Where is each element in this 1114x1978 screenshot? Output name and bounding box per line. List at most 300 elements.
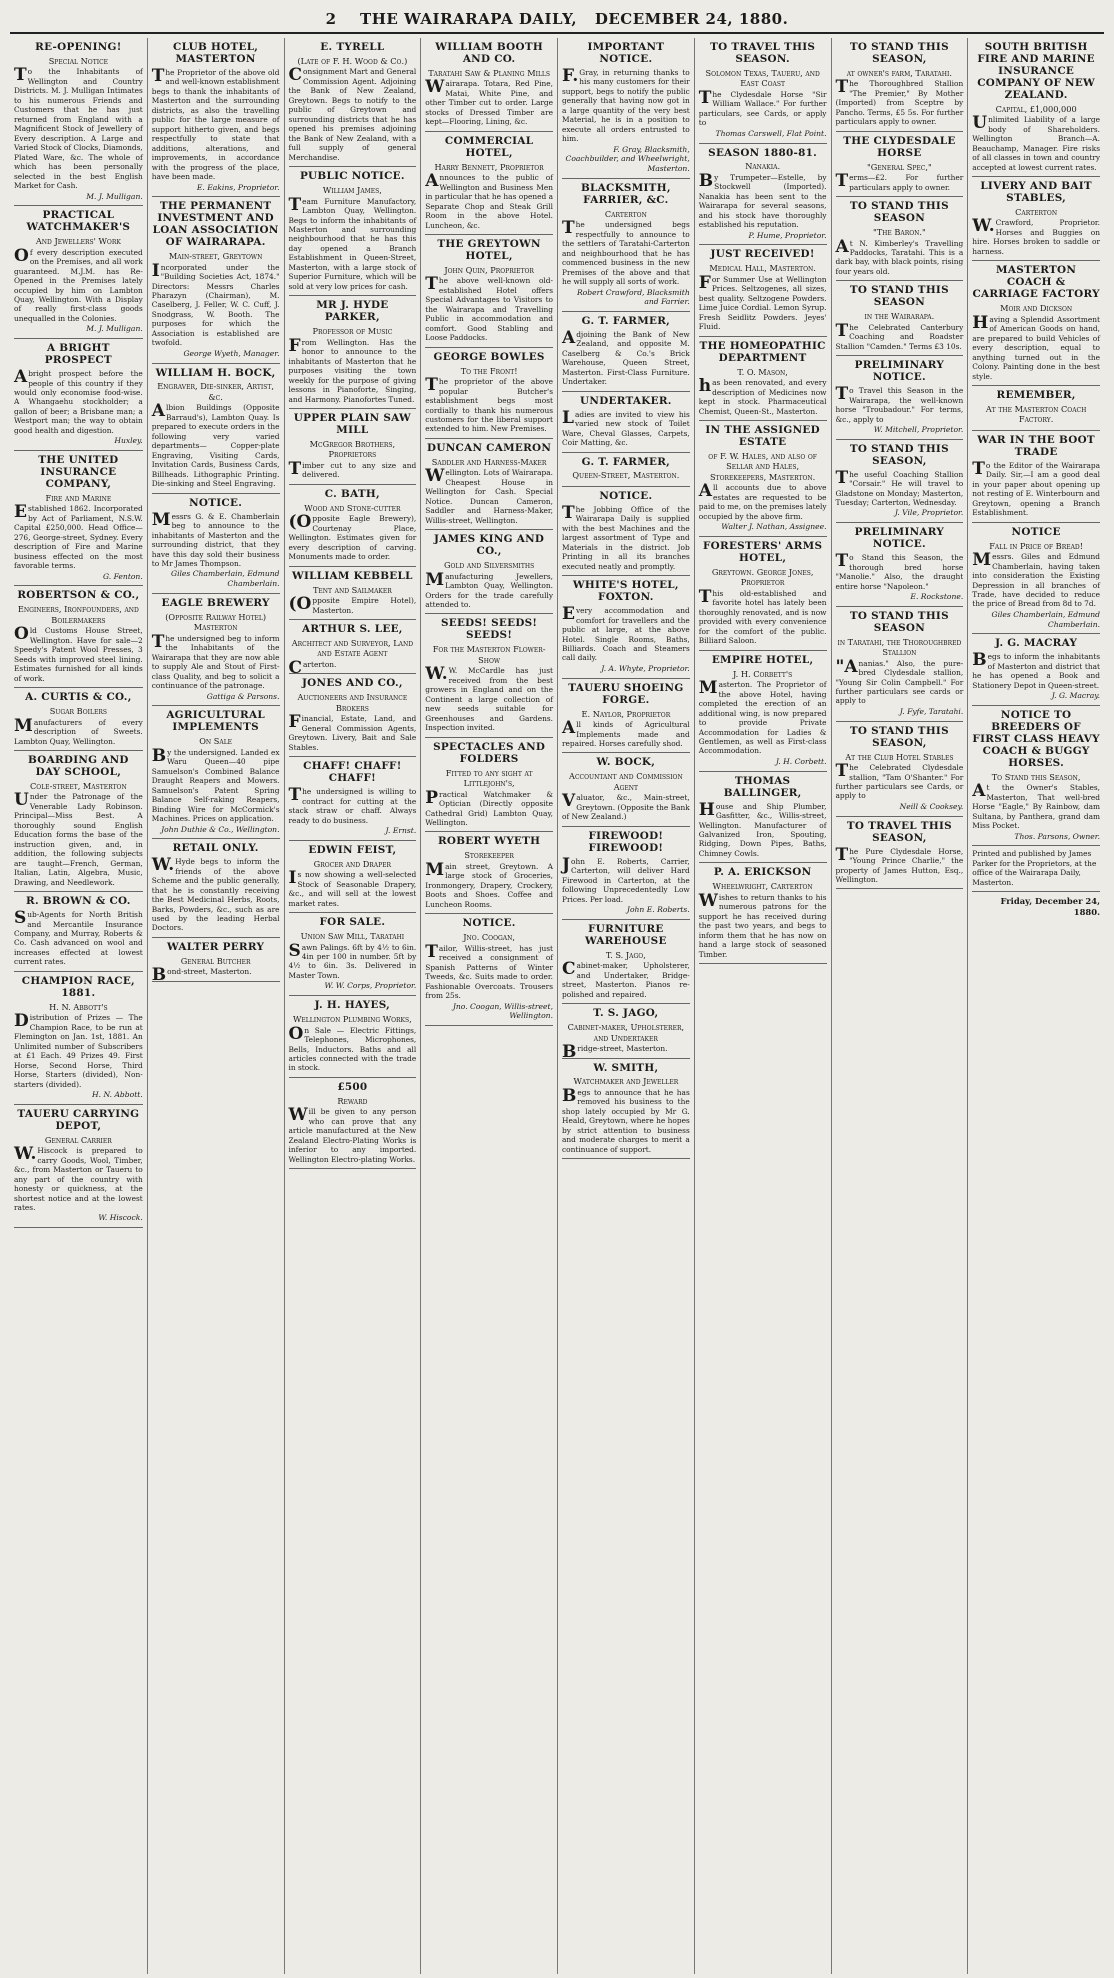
ad-heading: JUST RECEIVED!	[710, 248, 815, 261]
ad-body: Practical Watchmaker & Optician (Directly opposite Cathedral Grid) Lambton Quay, Wellington.	[425, 787, 553, 827]
advertisement	[836, 197, 964, 281]
ad-body: This old-established and favorite hotel has lately been thoroughly renovated, and is now provided with every convenience for the comfort of the public. Billiard Saloon.	[698, 586, 827, 646]
ad-heading: R. BROWN & CO.	[26, 895, 131, 908]
ad-body: Albion Buildings (Opposite Barraud's), Lambton Quay. Is prepared to execute orders in the following very varied departments— Copper-plate Engraving, Visiting Cards, Invitation Cards, Business Cards, Billheads. Lithographic Printing. Die-sinking and Steel Engraving.	[151, 401, 280, 489]
ad-signature: H. N. Abbott.	[92, 1090, 143, 1100]
ad-subheading: of F. W. Hales, and also of Sellar and Hales, Storekeepers, Masterton.	[708, 450, 817, 482]
advertisement	[14, 972, 143, 1105]
ad-signature: G. Fenton.	[102, 571, 143, 581]
ad-body: Messrs. Giles and Edmund Chamberlain, having taken into consideration the Existing Depression in all branches of Trade, have decided to reduce the price of Bread from 8d to 7d.	[972, 550, 1100, 609]
ad-heading: TO STAND THIS SEASON	[849, 609, 949, 634]
ad-heading: NOTICE.	[599, 489, 653, 502]
advertisement	[836, 281, 964, 356]
advertisement	[562, 38, 690, 179]
ad-body: Ladies are invited to view his varied new stock of Toilet Ware, Cheval Glasses, Carpets, Coir Matting, &c.	[562, 407, 690, 448]
ad-subheading: Harry Bennett, Proprietor	[434, 161, 544, 172]
advertisement	[699, 38, 827, 144]
advertisement	[14, 38, 143, 206]
ad-heading: WAR IN THE BOOT TRADE	[977, 433, 1095, 458]
ad-heading: J. H. HAYES,	[314, 999, 391, 1012]
column-7	[831, 38, 968, 1974]
ad-heading: RETAIL ONLY.	[172, 842, 259, 855]
advertisement	[14, 751, 143, 892]
ad-heading: W. SMITH,	[593, 1061, 659, 1074]
advertisement	[14, 451, 143, 586]
ad-body: The above well-known old-established Hotel offers Special Advantages to Visitors to the Wairarapa and Travelling Public in accommodation and comfort. Good Stabling and Loose Paddocks.	[425, 274, 553, 343]
ad-heading: UNDERTAKER.	[580, 394, 672, 407]
ad-heading: NOTICE	[1011, 525, 1061, 538]
ad-body: Wellington. Lots of Wairarapa. Cheapest House in Wellington for Cash. Special Notice. Duncan Cameron, Saddler and Harness-Maker, Willis-street, Wellington.	[425, 466, 553, 525]
ad-subheading: For the Masterton Flower-Show	[432, 644, 546, 665]
ad-heading: THOMAS BALLINGER,	[723, 774, 802, 799]
ad-signature: George Wyeth, Manager.	[183, 348, 280, 358]
ad-subheading: Queen-Street, Masterton.	[572, 470, 680, 481]
ad-body: Incorporated under the "Building Societies Act, 1874." Directors: Messrs Charles Pharazyn (Chairman), M. Caselberg, J. Feller, W. C. Cuff, J. Snodgrass, W. Booth. The purposes for which the Association is established are twofold.	[151, 260, 280, 348]
ad-heading: C. BATH,	[324, 487, 380, 500]
ad-heading: TAUERU SHOEING FORGE.	[568, 681, 684, 706]
ad-body: The useful Coaching Stallion "Corsair." He will travel to Gladstone on Monday; Masterton, Tuesday; Carterton, Wednesday.	[835, 467, 964, 507]
ad-heading: SPECTACLES AND FOLDERS	[433, 740, 546, 765]
ad-body: The undersigned begs respectfully to announce to the settlers of Taratahi-Carterton and neighbourhood that he has commenced business in the new Premises of the above and that he will supply all sorts of work.	[562, 218, 690, 287]
ad-heading: THE CLYDESDALE HORSE	[843, 134, 956, 159]
ad-heading: MR J. HYDE PARKER,	[316, 299, 389, 324]
ad-body: Begs to announce that he has removed his business to the shop lately occupied by Mr G. Heald, Greytown, where he hopes by strict attention to business and moderate charges to merit a continuance of support.	[562, 1085, 690, 1154]
ad-subheading: Jno. Coogan,	[463, 932, 515, 943]
advertisement	[151, 938, 280, 986]
ad-body: All accounts due to above estates are requested to be paid to me, on the premises lately occupied by the above firm.	[698, 481, 827, 521]
ad-body: has been renovated, and every description of Medicines now kept in stock. Pharmaceutical Chemist, Queen-St., Masterton.	[698, 376, 827, 416]
ad-heading: WILLIAM BOOTH AND CO.	[435, 41, 543, 65]
ad-body: At the Owner's Stables, Masterton, That well-bred Horse "Eagle," By Rainbow, dam Sultana, by Panthera, grand dam Miss Pocket.	[972, 781, 1100, 831]
ad-body: From Wellington. Has the honor to announce to the inhabitants of Masterton that he purposes visiting the town weekly for the purpose of giving lessons in Pianoforte, Singing, and Harmony. Pianofortes Tuned.	[288, 335, 417, 404]
advertisement	[152, 839, 280, 938]
ad-subheading: Wheelwright, Carterton	[712, 881, 813, 892]
ad-subheading: William James,	[322, 185, 382, 196]
advertisement	[972, 386, 1100, 431]
ad-heading: IMPORTANT NOTICE.	[587, 41, 665, 65]
ad-body: The Thoroughbred Stallion "The Premier," By Mother (Imported) from Sceptre by Pancho. Terms, £5 5s. For further particulars apply to owner.	[835, 77, 964, 127]
ad-body: All kinds of Agricultural Implements made and repaired. Horses carefully shod.	[562, 718, 690, 748]
ad-signature: W. W. Corps, Proprietor.	[324, 981, 417, 991]
ad-body: Every accommodation and comfort for travellers and the public at large, at the above Hotel. Single Rooms, Baths, Billiards. Coach and Steamers call daily.	[562, 604, 690, 663]
ad-heading: TO STAND THIS SEASON,	[849, 724, 949, 749]
ad-subheading: H. N. Abbott's	[49, 1001, 108, 1012]
ad-heading: JONES AND CO.,	[301, 677, 403, 690]
advertisement	[289, 38, 417, 167]
advertisement	[14, 1105, 143, 1228]
advertisement	[562, 392, 690, 453]
ad-subheading: Wellington Plumbing Works,	[292, 1014, 412, 1025]
ad-heading: TO STAND THIS SEASON	[849, 200, 949, 225]
ad-body: Bond-street, Masterton.	[151, 965, 252, 986]
ad-subheading: Cabinet-maker, Upholsterer, and Undertaker	[567, 1022, 685, 1043]
ad-subheading: Tent and Sailmaker	[312, 584, 392, 595]
advertisement	[562, 179, 690, 312]
ad-heading: NOTICE.	[189, 496, 243, 509]
advertisement	[562, 827, 690, 920]
ad-heading: P. A. ERICKSON	[713, 866, 812, 879]
advertisement	[562, 453, 690, 487]
advertisement	[836, 132, 964, 197]
ad-heading: CLUB HOTEL, MASTERTON	[173, 41, 259, 65]
advertisement	[425, 132, 553, 235]
ad-signature: J. Ernst.	[385, 826, 417, 836]
ad-heading: FIREWOOD! FIREWOOD!	[588, 829, 664, 854]
advertisement	[289, 567, 417, 620]
ad-body: Unlimited Liability of a large body of Shareholders. Wellington Branch—A. Beauchamp, Manager. Fire risks of all classes in town and country accepted at lowest current rates.	[972, 113, 1100, 172]
ad-body: Sub-Agents for North British and Mercantile Insurance Company, and Murray, Roberts & Co. Cash advanced on wool and increases effected at lowest current rates.	[14, 908, 143, 967]
ad-signature: Jno. Coogan, Willis-street, Wellington.	[452, 1001, 553, 1021]
ad-signature: Robert Crawford, Blacksmith and Farrier.	[576, 287, 690, 307]
ad-subheading: "General Spec,"	[867, 161, 932, 172]
ad-heading: THE PERMANENT INVESTMENT AND LOAN ASSOCIATION OF WAIRARAPA.	[152, 200, 279, 249]
advertisement	[972, 261, 1100, 386]
ad-subheading: Capital, £1,000,000	[995, 103, 1077, 114]
ad-body: Adjoining the Bank of New Zealand, and opposite M. Caselberg & Co.'s Brick Warehouse, Queen Street, Masterton. First-Class Furniture. Undertaker.	[562, 327, 690, 387]
ad-heading: THE GREYTOWN HOTEL,	[437, 237, 541, 262]
ad-subheading: And Jewellers' Work	[35, 236, 121, 247]
ad-body: Sawn Palings. 6ft by 4½ to 6in. 4in per 100 in number. 5ft by 4½ to 6in. 3s. Delivered in Master Town.	[288, 940, 417, 980]
ad-subheading: T. O. Mason,	[737, 366, 788, 377]
advertisement	[152, 197, 280, 363]
advertisement	[562, 679, 690, 754]
advertisement	[425, 738, 553, 833]
ad-body: W.Crawford, Proprietor. Horses and Buggies on hire. Horses broken to saddle or harness.	[972, 216, 1100, 256]
ad-subheading: To the Front!	[460, 365, 518, 376]
ad-heading: AGRICULTURAL IMPLEMENTS	[166, 709, 265, 734]
ad-body: The Clydesdale Horse "Sir William Wallace." For further particulars, see Cards, or apply to	[698, 87, 827, 128]
advertisement	[562, 576, 690, 678]
ad-heading: WILLIAM H. BOCK,	[155, 366, 276, 379]
ad-signature: John Duthie & Co., Wellington.	[161, 824, 280, 834]
ad-subheading: At the Club Hotel Stables	[845, 751, 954, 762]
ad-body: Financial, Estate, Land, and General Commission Agents, Greytown. Livery, Bait and Sale Stables.	[288, 712, 417, 752]
ad-subheading: E. Naylor, Proprietor	[581, 708, 671, 719]
ad-subheading: Fire and Marine	[45, 492, 112, 503]
advertisement	[972, 706, 1100, 846]
ad-heading: PRELIMINARY NOTICE.	[854, 359, 945, 384]
ad-body: Cabinet-maker, Upholsterer, and Undertaker, Bridge-street, Masterton. Pianos re-polished and repaired.	[562, 959, 690, 999]
advertisement	[562, 312, 690, 392]
footer-dateline: Friday, December 24, 1880.	[1000, 896, 1100, 917]
column-6	[694, 38, 831, 1974]
advertisement	[289, 757, 417, 841]
advertisement	[699, 863, 827, 964]
advertisement	[14, 892, 143, 972]
ad-subheading: Medical Hall, Masterton.	[709, 263, 816, 274]
masthead	[10, 6, 1104, 34]
ad-subheading: Main-street, Greytown	[168, 251, 263, 262]
ad-subheading: in Taratahi, the Thoroughbred Stallion	[837, 636, 962, 658]
ad-heading: T. S. JAGO,	[593, 1007, 659, 1020]
ad-heading: NOTICE TO BREEDERS OF FIRST CLASS HEAVY COACH & BUGGY HORSES.	[972, 708, 1100, 769]
ad-signature: W. Hiscock.	[98, 1213, 143, 1223]
advertisement	[699, 245, 827, 336]
advertisement	[289, 409, 417, 485]
ad-subheading: Solomon Texas, Taueru, and East Coast	[705, 67, 820, 89]
ad-body: (Opposite Empire Hotel), Masterton.	[288, 594, 417, 615]
ad-subheading: To Stand this Season,	[991, 771, 1081, 782]
ad-signature: E. Rockstone.	[910, 591, 964, 601]
ad-heading: CHAMPION RACE, 1881.	[21, 974, 135, 999]
ad-subheading: Fall in Price of Bread!	[989, 540, 1084, 551]
ad-body: Wairarapa. Totara, Red Pine, Matai, White Pine, and other Timber cut to order. Large stocks of Dressed Timber are kept—Flooring, Lining, &c.	[425, 77, 553, 127]
ad-signature: W. Mitchell, Proprietor.	[873, 424, 964, 434]
ad-subheading: Architect and Surveyor, Land and Estate Agent	[291, 637, 414, 659]
advertisement	[289, 841, 417, 913]
advertisement	[14, 688, 143, 751]
advertisement	[425, 235, 553, 348]
ad-heading: COMMERCIAL HOTEL,	[444, 134, 534, 159]
ad-heading: SEASON 1880-81.	[708, 146, 818, 159]
ad-body: John E. Roberts, Carrier, Carterton, will deliver Hard Firewood in Carterton, at the following Unprecedentedly Low Prices. Per load.	[562, 854, 690, 904]
advertisement	[699, 337, 827, 421]
advertisement	[836, 440, 964, 524]
ad-heading: PRELIMINARY NOTICE.	[854, 526, 945, 551]
ad-heading: LIVERY AND BAIT STABLES,	[980, 180, 1092, 205]
ad-body: Messrs G. & E. Chamberlain beg to announce to the inhabitants of Masterton and the surrounding district, that they have this day sold their business to Mr James Thompson.	[151, 509, 280, 568]
advertisement	[562, 920, 690, 1004]
ad-heading: EDWIN FEIST,	[308, 843, 397, 856]
ad-heading: FORESTERS' ARMS HOTEL,	[702, 540, 823, 564]
ad-heading: TO STAND THIS SEASON,	[849, 442, 949, 467]
ad-subheading: Engraver, Die-sinker, Artist, &c.	[157, 381, 275, 402]
ad-subheading: General Carrier	[44, 1134, 112, 1145]
ad-subheading: McGregor Brothers, Proprietors	[309, 438, 396, 460]
advertisement	[972, 177, 1100, 261]
ad-body: For Summer Use at Wellington Prices. Seltzogenes, all sizes, best quality. Seltzogene Powders. Lime Juice Cordial. Lemon Syrup. Fresh Seidlitz Powders. Jeyes' Fluid.	[698, 272, 827, 332]
ad-subheading: in the Wairarapa.	[864, 311, 935, 322]
ad-heading: FURNITURE WAREHOUSE	[585, 922, 667, 947]
ad-signature: M. J. Mulligan.	[86, 191, 143, 201]
ad-heading: TAUERU CARRYING DEPOT,	[17, 1107, 140, 1132]
ad-signature: J. Vile, Proprietor.	[894, 508, 964, 518]
ad-body: Of every description executed on the Premises, and all work guaranteed. M.J.M. has Re-Opened in the Premises lately occupied by him on Lambton Quay, Wellington. With a Display of really first-class goods unequalled in the Colonies.	[14, 245, 143, 323]
ad-body: W.Hyde begs to inform the friends of the above Scheme and the public generally, that he is constantly receiving the Best Medicinal Herbs, Roots, Barks, Powders, &c., such as are used by the leading Herbal Doctors.	[151, 855, 280, 933]
ad-heading: A BRIGHT PROSPECT	[44, 342, 112, 367]
ad-body: Valuator, &c., Main-street, Greytown. (Opposite the Bank of New Zealand.)	[562, 791, 690, 822]
ad-subheading: Engineers, Ironfounders, and Boilermakers	[17, 604, 139, 625]
ad-body: Begs to inform the inhabitants of Masterton and district that he has opened a Book and Stationery Depot in Queen-street.	[972, 650, 1100, 690]
advertisement	[288, 620, 417, 678]
ad-subheading: Moir and Dickson	[1000, 303, 1073, 314]
ad-body: Team Furniture Manufactory, Lambton Quay, Wellington. Begs to inform the inhabitants of Masterton and surrounding neighbourhood that he has this day opened a Branch Establishment in Queen-Street, Masterton, with a large stock of Superior Furniture, which will be sold at very low prices for cash.	[288, 194, 417, 291]
ad-body: At N. Kimberley's Travelling Paddocks, Taratahi. This is a dark bay, with black points, rising four years old.	[835, 236, 964, 276]
advertisement	[699, 144, 827, 246]
issue-date: DECEMBER 24, 1880.	[594, 10, 789, 28]
ad-subheading: J. H. Corbett's	[733, 668, 793, 679]
ad-signature: Walter J. Nathan, Assignee.	[721, 522, 827, 532]
ad-signature: Neill & Cooksey.	[899, 801, 964, 811]
ad-subheading: Accountant and Commission Agent	[569, 771, 683, 792]
newspaper-title: THE WAIRARAPA DAILY,	[360, 10, 578, 28]
ad-heading: UPPER PLAIN SAW MILL	[293, 411, 411, 436]
ad-subheading: Auctioneers and Insurance Brokers	[297, 692, 408, 713]
ad-body: To the Editor of the Wairarapa Daily. Sir,—I am a good deal in your paper about opening up not resting of E. Winterbourn and Greytown, opening a Branch Establishment.	[972, 458, 1100, 518]
ad-heading: IN THE ASSIGNED ESTATE	[705, 424, 820, 448]
ad-body: The proprietor of the above popular Butcher's establishment begs most cordially to thank his numerous customers for the liberal support extended to him. New Premises.	[425, 375, 553, 434]
advertisement	[425, 530, 553, 614]
ad-subheading: Fitted to any sight at Littlejohn's,	[445, 767, 533, 789]
advertisement	[836, 817, 964, 890]
ad-heading: EMPIRE HOTEL,	[711, 653, 814, 666]
ad-subheading: Cole-street, Masterton	[30, 780, 127, 791]
ad-heading: TO TRAVEL THIS SEASON,	[846, 819, 952, 844]
advertisement	[289, 167, 417, 296]
ad-subheading: John Quin, Proprietor	[444, 264, 534, 275]
ad-subheading: Nanakia.	[745, 161, 781, 172]
column-8	[967, 38, 1104, 1974]
ad-body: The Proprietor of the above old and well-known establishment begs to thank the inhabitants of Masterton and the surrounding districts, as also the travelling public for the large measure of support hitherto given, and begs respectfully to state that additions, alterations, and improvements, in accordance with the progress of the place, have been made.	[151, 65, 280, 182]
advertisement	[425, 348, 553, 439]
ad-subheading: Reward	[337, 1095, 368, 1106]
ad-body: To the Inhabitants of Wellington and Country Districts. M. J. Mulligan Intimates to his numerous Friends and Customers that he has just returned from England with a Magnificent Stock of Jewellery of Every description. A Large and Varied Stock of Clocks, Diamonds, Plated Ware, &c. The whole of which has been personally selected in the best English Market for Cash.	[14, 65, 143, 191]
ad-signature: Giles Chamberlain, Edmund Chamberlain.	[171, 569, 280, 589]
ad-heading: ROBERTSON & CO.,	[17, 589, 140, 602]
column-2	[147, 38, 284, 1974]
ad-subheading: Greytown. George Jones, Proprietor	[711, 566, 814, 588]
ad-heading: PRACTICAL WATCHMAKER'S	[26, 209, 131, 234]
ad-body: To Travel this Season in the Wairarapa, the well-known horse "Troubadour." For terms, &c., apply to	[835, 384, 964, 424]
advertisement	[14, 586, 143, 688]
ad-body: W.W. McCardle has just received from the best growers in England and on the Continent a large collection of new seeds suitable for Greenhouses and Gardens. Inspection invited.	[425, 664, 553, 733]
ad-body: Bridge-street, Masterton.	[562, 1042, 668, 1063]
advertisement	[14, 339, 143, 451]
ad-signature: P. Hume, Proprietor.	[748, 230, 827, 240]
ad-signature: J. A. Whyte, Proprietor.	[601, 663, 690, 673]
ad-heading: EAGLE BREWERY	[161, 596, 270, 609]
ad-heading: £500	[337, 1080, 368, 1093]
ad-signature: Thomas Carswell, Flat Point.	[715, 128, 827, 138]
ad-signature: J. H. Corbett.	[775, 756, 827, 766]
advertisement	[425, 38, 553, 132]
advertisement	[152, 38, 280, 197]
ad-heading: WHITE'S HOTEL, FOXTON.	[572, 579, 679, 604]
ad-body: The Jobbing Office of the Wairarapa Daily is supplied with the best Machines and the largest assortment of Type and Materials in the district. Job Printing in all its branches executed neatly and promptly.	[562, 502, 690, 571]
ad-heading: NOTICE.	[462, 917, 516, 930]
ad-body: Distribution of Prizes — The Champion Race, to be run at Flemington on Jan. 1st, 1881. An Unlimited number of Subscribers at £1 Each. 49 Prizes 49. First Horse, Second Horse, Third Horse, Starters (divided), Non-starters (divided).	[14, 1011, 143, 1089]
advertisement	[562, 1004, 690, 1063]
ad-heading: THE HOMEOPATHIC DEPARTMENT	[699, 339, 826, 364]
ad-subheading: T. S. Jago,	[605, 949, 646, 960]
ad-heading: TO TRAVEL THIS SEASON.	[710, 41, 816, 65]
advertisement	[562, 487, 690, 576]
ad-signature: M. J. Mulligan.	[86, 324, 143, 334]
ad-body: The Celebrated Canterbury Coaching and Roadster Stallion "Camden." Terms £3 10s.	[835, 320, 964, 351]
ad-signature: Giles Chamberlain, Edmund Chamberlain.	[991, 609, 1100, 629]
ad-subheading: Professor of Music	[312, 326, 393, 337]
ad-signature: J. G. Macray.	[1051, 691, 1100, 701]
ad-subheading: Carterton	[1015, 206, 1058, 217]
ad-body: The undersigned beg to inform the Inhabitants of the Wairarapa that they are now able to supply Ale and Stout of First-class Quality, and beg to solicit a continuance of the patronage.	[151, 631, 280, 691]
column-4	[420, 38, 557, 1974]
ad-subheading: Taratahi Saw & Planing Mills	[428, 67, 551, 78]
column-1	[10, 38, 147, 1974]
ad-body: F.Gray, in returning thanks to his many customers for their support, begs to notify the public generally that having now got in a large quantity of the very best Material, he is in a position to execute all orders entrusted to him.	[562, 65, 690, 144]
ad-heading: E. TYRELL	[320, 41, 385, 53]
ad-heading: RE-OPENING!	[35, 41, 122, 53]
advertisement	[836, 523, 964, 607]
ad-heading: THE UNITED INSURANCE COMPANY,	[38, 454, 119, 490]
advertisement	[289, 996, 417, 1078]
ad-body: To Stand this Season, the thorough bred horse "Manolie." Also, the draught entire horse "Napoleon."	[835, 551, 964, 591]
advertisement	[836, 38, 964, 132]
ad-body: Is now showing a well-selected Stock of Seasonable Drapery, &c., and will sell at the lowest market rates.	[288, 868, 417, 908]
advertisement	[699, 651, 827, 772]
column-3	[284, 38, 421, 1974]
ad-body: W.Hiscock is prepared to carry Goods, Wool, Timber, &c., from Masterton or Taueru to any part of the country with honesty or quickness, at the shortest notice and at the lowest rates.	[14, 1144, 143, 1212]
advertisement	[152, 706, 280, 839]
ad-heading: TO STAND THIS SEASON	[849, 284, 949, 309]
ad-heading: REMEMBER,	[996, 389, 1076, 401]
ad-heading: A. CURTIS & CO.,	[25, 691, 132, 704]
ad-heading: CHAFF! CHAFF! CHAFF!	[303, 760, 402, 785]
advertisement	[425, 914, 553, 1026]
advertisement	[972, 523, 1100, 635]
ad-heading: ROBERT WYETH	[437, 835, 541, 848]
ad-signature: Thos. Parsons, Owner.	[1014, 831, 1100, 841]
ad-signature: F. Gray, Blacksmith, Coachbuilder, and Wheelwright, Masterton.	[565, 144, 690, 174]
advertisement	[152, 594, 280, 706]
ad-body: By the undersigned. Landed ex Waru Queen—40 pipe Samuelson's Combined Balance Draught Reapers and Mowers. Samuelson's Patent Spring Balance Self-raking Reapers, Binding Wire for McCormick's Machines. Prices on application.	[151, 745, 280, 824]
advertisement	[425, 614, 553, 737]
page-number: 2	[325, 10, 337, 28]
advertisement	[699, 772, 827, 864]
ad-body: Manufacturing Jewellers, Lambton Quay, Wellington. Orders for the trade carefully attended to.	[425, 569, 553, 609]
ad-body: Tailor, Willis-street, has just received a consignment of Spanish Patterns of Winter Tweeds, &c. Suits made to order. Fashionable Overcoats. Trousers from 25s.	[425, 941, 553, 1001]
ad-subheading: On Sale	[199, 736, 233, 747]
advertisement	[562, 753, 690, 826]
advertisement	[972, 431, 1100, 523]
ad-body: Old Customs House Street, Wellington. Have for sale—2 Speedy's Patent Wool Presses, 3 Seeds with improved steel lining. Estimates furnished for all kinds of work.	[14, 624, 143, 683]
ad-heading: SEEDS! SEEDS! SEEDS!	[440, 617, 538, 642]
advertisement	[836, 356, 964, 440]
ad-subheading: "The Baron."	[872, 227, 926, 237]
ad-signature: Gattiga & Parsons.	[206, 691, 280, 701]
ad-heading: G. T. FARMER,	[581, 455, 671, 468]
ad-body: Consignment Mart and General Commission Agent. Adjoining the Bank of New Zealand, Greytown. Begs to notify to the public of Greytown and surrounding districts that he has opened his premises adjoining the Bank of New Zealand, with a full supply of general Merchandise.	[288, 65, 417, 162]
ad-body: Terms—£2. For further particulars apply to owner.	[835, 171, 964, 192]
ad-body: The Celebrated Clydesdale stallion, "Tam O'Shanter." For further particulars see Cards, or apply to	[835, 761, 964, 801]
ad-heading: BOARDING AND DAY SCHOOL,	[27, 754, 129, 778]
ad-heading: JAMES KING AND CO.,	[434, 533, 545, 558]
ad-body: Having a Splendid Assortment of American Goods on hand, are prepared to build Vehicles of every description, equal to anything turned out in the Colony. Painting done in the best style.	[972, 312, 1100, 381]
ad-body: Will be given to any person who can prove that any article manufactured at the New Zealand Electro-Plating Works is inferior to any imported. Wellington Electro-plating Works.	[288, 1105, 417, 1164]
ad-signature: J. Fyfe, Taratahi.	[899, 706, 964, 716]
ad-heading: GEORGE BOWLES	[433, 350, 545, 363]
column-5	[557, 38, 694, 1974]
ad-heading: WALTER PERRY	[167, 940, 265, 953]
advertisement	[289, 674, 417, 757]
ad-heading: PUBLIC NOTICE.	[299, 170, 405, 183]
columns-container	[10, 38, 1104, 1974]
ad-body: By Trumpeter—Estelle, by Stockwell (Imported). Nanakia has been sent to the Wairarapa for several seasons, and his stock have thoroughly established his reputation.	[698, 170, 827, 230]
ad-subheading: at owner's farm, Taratahi.	[846, 67, 952, 78]
ad-body: On Sale — Electric Fittings, Telephones, Microphones, Bells, Inductors. Baths and all articles connected with the trade in stock.	[288, 1023, 417, 1073]
advertisement	[289, 913, 417, 996]
ad-subheading: Special Notice	[48, 55, 109, 66]
advertisement	[972, 634, 1100, 706]
printer-imprint: Printed and published by James Parker for the Proprietors, at the office of the Wairarapa Daily, Masterton.	[972, 846, 1100, 892]
ad-body: Abright prospect before the people of this country if they would only economise food-wise. A Whangaehu stockholder; a gallon of beer; a Brisbane man; a Westport man; the way to obtain good health and digestion.	[14, 367, 143, 435]
ad-subheading: Watchmaker and Jeweller	[573, 1076, 679, 1087]
ad-signature: Huxley.	[114, 436, 143, 446]
advertisement	[152, 494, 280, 594]
ad-heading: TO STAND THIS SEASON,	[849, 41, 949, 65]
ad-subheading: Wood and Stone-cutter	[304, 502, 401, 513]
ad-signature: E. Eakins, Proprietor.	[196, 182, 280, 192]
advertisement	[289, 485, 417, 567]
